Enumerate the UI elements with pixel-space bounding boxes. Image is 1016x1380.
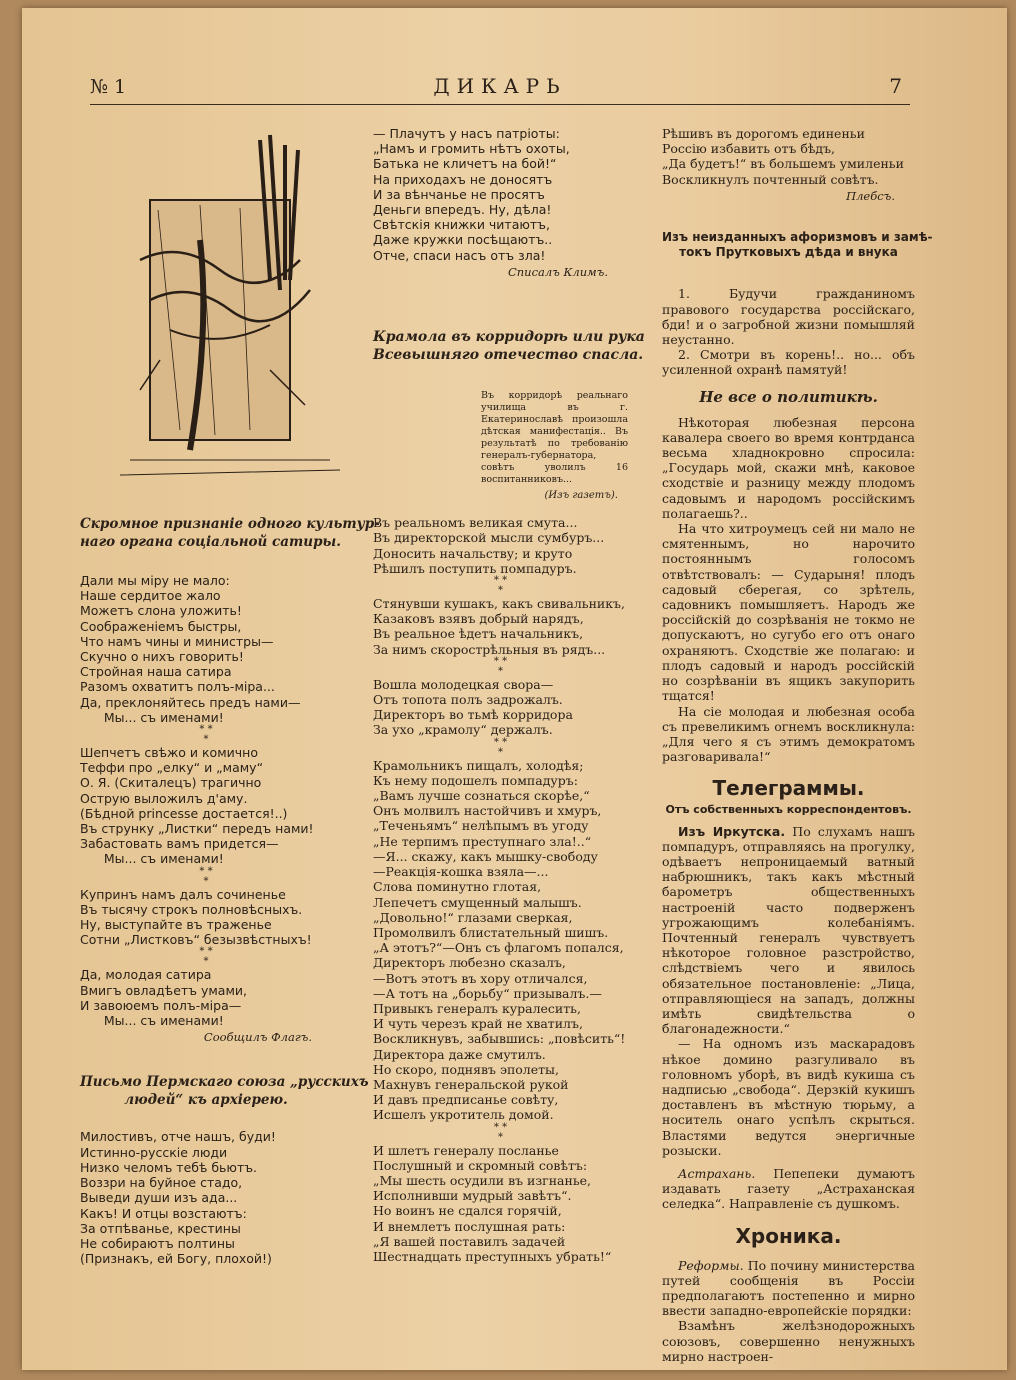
headline-chronicle: Хроника. — [735, 1223, 842, 1248]
newspaper-title: ДИКАРЬ — [433, 74, 567, 98]
paragraph-2: На что хитроумецъ сей ни мало не смятеннымъ, но нарочито постояннымъ голосомъ отвѣтствовалъ: — Сударыня! плодъ садовый сберегая, со зрѣтель, садовникъ помышляетъ. Народъ же россійскій до созрѣванія не токмо не допускаютъ, но сугубо его отъ онаго охраняютъ. Сходствіе же полагаю: и плодъ садовый и народъ россійскій но созрѣваніи въ ящикъ закупорить тщатся! — [662, 521, 915, 704]
divider-stars: * * * — [199, 946, 213, 968]
telegram-astrakhan — [662, 1166, 915, 1212]
telegram-irkutsk-text: По слухамъ нашъ помпадуръ, отправляясь на прогулку, одѣваетъ непроницаемый ватный набрюшникъ, такъ какъ мѣстный барометръ общественныхъ настроеній часто подверженъ угрожающимъ колебаніямъ. Почтенный генералъ чувствуетъ нѣкоторое головное разстройство, слѣдствіемъ чего и явилось обязательное постановленіе: „Лица, отправляющіеся на западъ, должны имѣть свидѣтельства о благонадежности.“ — [662, 823, 915, 1037]
aphorism-1: 1. Будучи гражданиномъ правового государства россійскаго, бди! и о загробной жизни помышляй неустанно. — [662, 286, 915, 348]
sketch-illustration — [120, 130, 340, 480]
poem-perm-letter: Милостивъ, отче нашъ, буди! Истинно-русскіе люди Низко челомъ тебѣ бьютъ. Воззри на буйное стадо, Выведи души изъ ада... Какъ! И отцы возстаютъ: За отпѣванье, крестины Не собираютъ полтины (Признакъ, ей Богу, плохой!) — [80, 1129, 276, 1267]
poem-kramola-2: Стянувши кушакъ, какъ свивальникъ, Казаковъ взявъ добрый нарядъ, Въ реальное ѣдетъ начальникъ, За нимъ скорострѣльныя въ рядъ... — [373, 596, 625, 657]
headline-telegrams: Телеграммы. — [712, 776, 865, 801]
poem-patriots: — Плачутъ у насъ патріоты: „Намъ и громить нѣтъ охоты, Батька не кличетъ на бой!“ На приходахъ не доносятъ И за вѣнчанье не просятъ Деньги впередъ. Ну, дѣла! Свѣтскія книжки читаютъ, Даже кружки посѣщаютъ.. Отче, спаси насъ отъ зла! — [373, 126, 570, 263]
epigraph-source: (Изъ газетъ). — [544, 490, 618, 502]
headline-aphorisms: Изъ неизданныхъ афоризмовъ и замѣ- токъ Прутковыхъ дѣда и внука — [662, 230, 933, 260]
poem-kramola-1: Въ реальномъ великая смута... Въ директорской мысли сумбуръ... Доносить начальству; и круто Рѣшилъ поступить помпадуръ. — [373, 515, 605, 576]
signature-plebs: Плебсъ. — [846, 188, 895, 203]
chronicle-unions: Взамѣнъ желѣзнодорожныхъ союзовъ, совершенно ненужныхъ мирно настроен- — [662, 1318, 915, 1364]
poem-kramola-4: Крамольникъ пищалъ, холодѣя; Къ нему подошелъ помпадуръ: „Вамъ лучше сознаться скорѣе,“ Онъ молвилъ настойчивъ и хмуръ, „Теченьямъ“ нелѣпымъ въ угоду „Не терпимъ преступнаго зла!..“ —Я... скажу, какъ мышку-свободу —Реакція-кошка взяла—... Слова поминутно глотая, Лепечетъ смущенный малышъ. „Довольно!“ глазами сверкая, Промолвилъ блистательный шишъ. „А этотъ?“—Онъ съ флагомъ попался, Директоръ любезно сказалъ, —Вотъ этотъ въ хору отличался, —А тотъ на „борьбу“ призывалъ.— Привыкъ генералъ куралесить, И чуть черезъ край не хватилъ, Воскликнувъ, забывшись: „повѣсить“! Директора даже смутилъ. Но скоро, поднявъ эполеты, Махнувъ генеральской рукой И давъ предписанье совѣту, Исшелъ укротитель домой. — [373, 757, 626, 1123]
chronicle-reforms-text: По почину министерства путей сообщенія въ Россіи предполагаютъ постепенно и мирно ввести западно-европейскіе порядки: — [662, 1257, 915, 1319]
poem-satire-3: Купринъ намъ далъ сочиненье Въ тысячу строкъ полновѣсныхъ. Ну, выступайте въ траженье Сотни „Листковъ“ безызвѣстныхъ! — [80, 886, 312, 948]
divider-stars: * * * — [493, 1121, 508, 1143]
telegram-astrakhan-lead: Астрахань. — [678, 1165, 756, 1181]
column-left — [80, 515, 369, 1267]
epigraph-text: Въ корридорѣ реальнаго училища въ г. Екатеринославѣ произошла дѣтская манифестація.. Въ результатѣ по требованію генералъ-губернатора, совѣтъ уволилъ 16 воспитанниковъ... — [481, 390, 628, 486]
paragraph-1: Нѣкоторая любезная персона кавалера своего во время контрданса весьма хладнокровно спросила: „Государь мой, скажи мнѣ, каковое сходствіе и разницу между плодомъ садовымъ и народомъ россійскимъ полагаешь?.. — [662, 414, 915, 521]
telegram-masquerade: — На одномъ изъ маскарадовъ нѣкое домино разгуливало въ головномъ уборѣ, въ видѣ кукиша съ надписью „свобода“. Дерзкій кукишъ доставленъ въ мѣстную тюрьму, а носитель онаго успѣлъ скрыться. Властями ведутся энергичные розыски. — [662, 1036, 915, 1158]
headline-satire: Скромное признаніе одного наго органа соціальной сатиры. — [80, 516, 341, 550]
divider-stars: * * * — [493, 575, 508, 597]
divider-stars: * * * — [199, 724, 213, 746]
chronicle-reforms — [662, 1258, 915, 1319]
poem-council: Рѣшивъ въ дорогомъ единеньи Россію избавить отъ бѣдъ, „Да будетъ!“ въ большемъ умиленьи Воскликнулъ почтенный совѣтъ. — [662, 126, 904, 187]
aphorism-2: 2. Смотри въ корень!.. но... объ усиленной охранѣ памятуй! — [662, 347, 915, 378]
poem-satire-1: Дали мы міру не мало: Наше сердитое жало Можетъ слона уложить! Соображеніемъ быстры, Что намъ чины и министры— Скучно о нихъ говорить! Стройная наша сатира Разомъ охватитъ полъ-міра... Да, преклоняйтесь предъ нами— Мы... съ именами! — [80, 573, 301, 725]
divider-stars: * * * — [199, 865, 213, 887]
poem-kramola-3: Вошла молодецкая свора— Отъ топота полъ задрожалъ. Директоръ во тьмѣ корридора За ухо „крамолу“ держалъ. — [373, 676, 573, 738]
issue-number: № 1 — [90, 76, 127, 98]
masthead — [90, 74, 910, 105]
headline-kramola: Крамола въ корридорѣ или рука Всевышняго отечество спасла. — [373, 329, 645, 364]
headline-not-politics: Не все о политикѣ. — [699, 387, 878, 406]
column-middle — [373, 126, 645, 1264]
divider-stars: * * * — [493, 655, 508, 677]
headline-perm-letter: Письмо Пермскаго союза „русскихъ людей“ къ архіерею. — [80, 1074, 369, 1109]
telegram-irkutsk-lead: Изъ Иркутска. — [678, 823, 786, 839]
column-right — [662, 126, 933, 1364]
poem-satire-2: Шепчетъ свѣжо и комично Теффи про „елку“ и „маму“ О. Я. (Скиталецъ) трагично Острую выложилъ д'аму. (Бѣдной princesse достается!..) Въ струнку „Листки“ передъ нами! Забастовать вамъ придется— Мы... съ именами! — [80, 745, 314, 867]
divider-stars: * * * — [493, 736, 508, 758]
chronicle-reforms-lead: Реформы. — [678, 1257, 744, 1273]
page-number: 7 — [889, 74, 902, 98]
signature-klim: Списалъ Климъ. — [507, 264, 608, 279]
telegram-irkutsk — [662, 824, 915, 1037]
telegram-astrakhan-text: Пепепеки думаютъ издавать газету „Астраханская селедка“. Направленіе съ душкомъ. — [662, 1165, 915, 1212]
signature-flag: Сообщилъ Флагъ. — [203, 1030, 312, 1045]
subheadline-correspondents: Отъ собственныхъ корреспондентовъ. — [665, 803, 912, 817]
poem-kramola-5: И шлетъ генералу посланье Послушный и скромный совѣтъ: „Мы шесть осудили въ изгнанье, Исполнивши мудрый завѣтъ“. Но воинъ не сдался горячій, И внемлетъ послушная рать: „Я вашей поставилъ задачей Шестнадцать преступныхъ убрать!“ — [373, 1142, 612, 1264]
paragraph-3: На сіе молодая и любезная особа съ превеликимъ огнемъ воскликнула: „Для чего я съ этимъ демократомъ разговаривала!“ — [662, 703, 915, 765]
poem-satire-4: Да, молодая сатира Вмигъ овладѣетъ умами, И завоюемъ полъ-міра— Мы... съ именами! — [80, 967, 247, 1029]
